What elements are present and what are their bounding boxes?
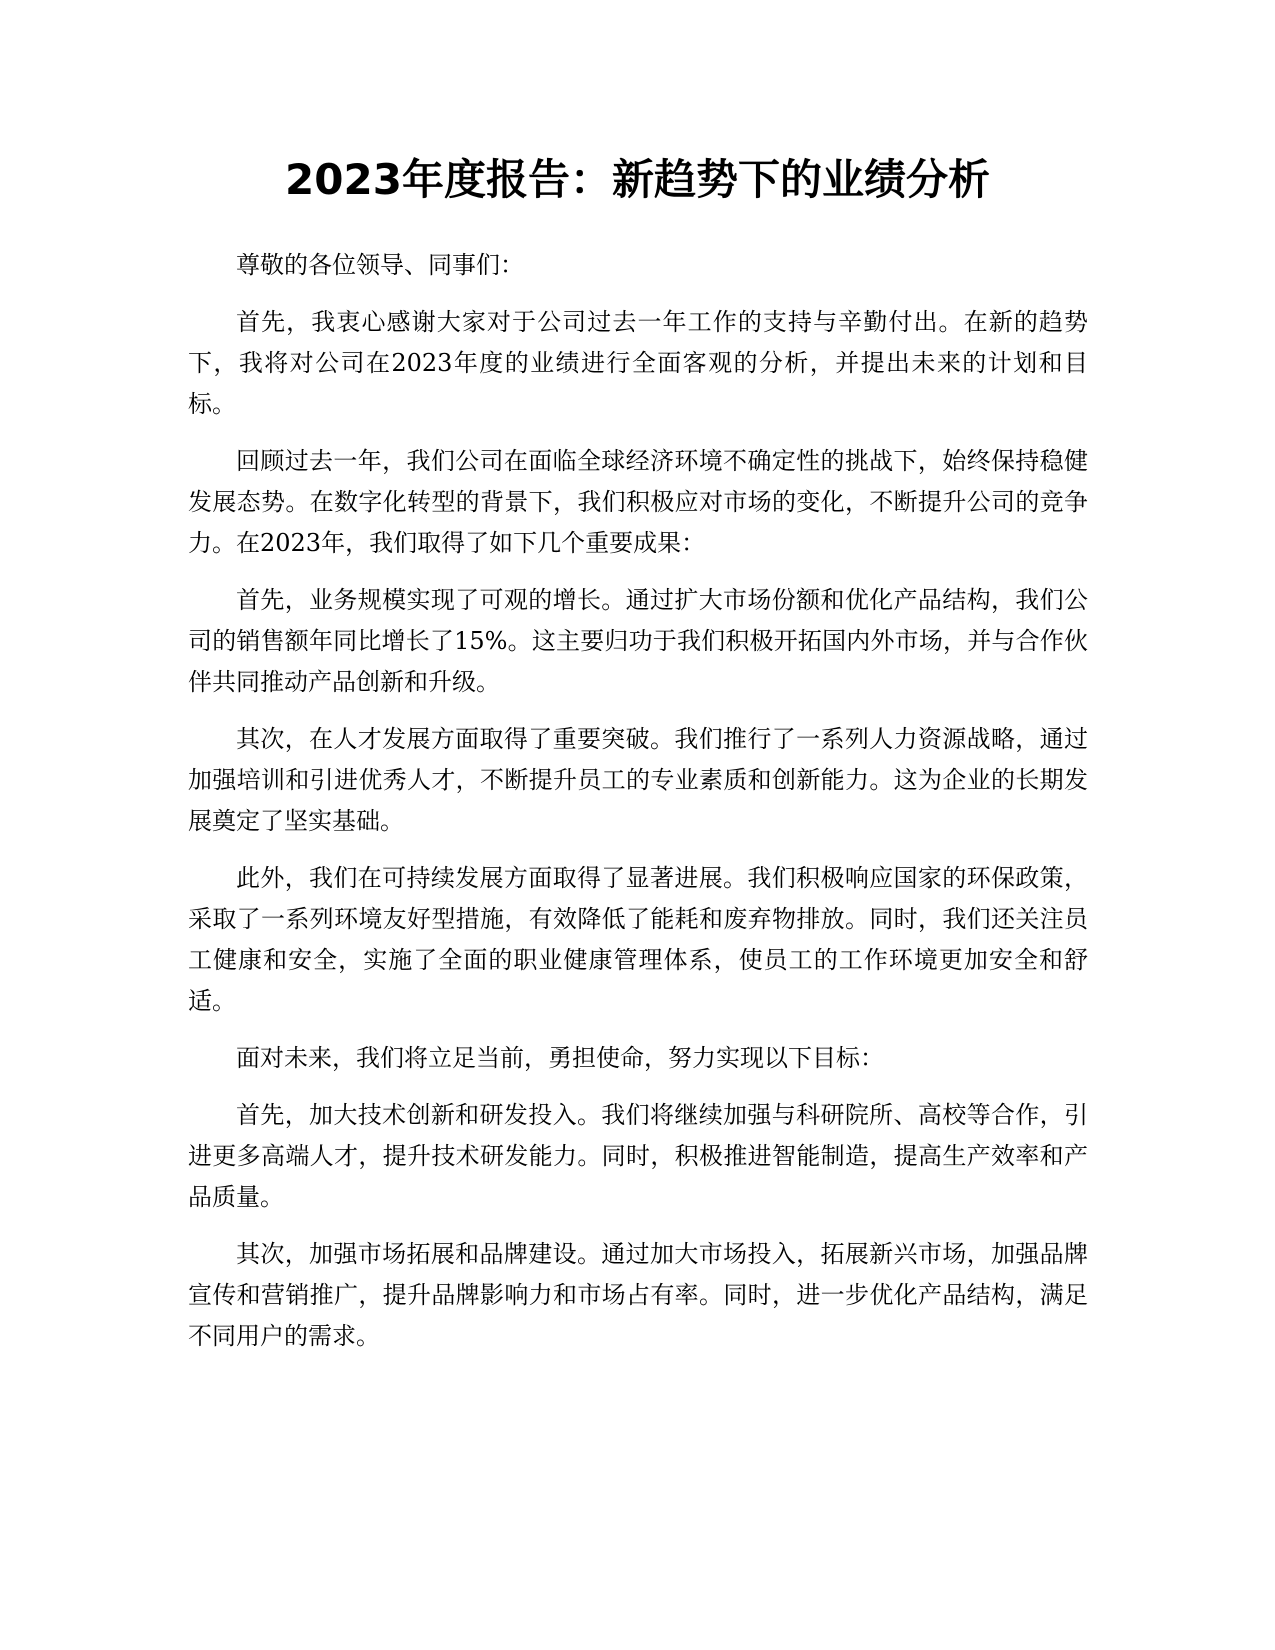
- paragraph-salutation: 尊敬的各位领导、同事们：: [236, 251, 524, 279]
- document-body: [188, 245, 1088, 1373]
- paragraph-goal-innovation: 首先，加大技术创新和研发投入。我们将继续加强与科研院所、高校等合作，引进更多高端人才，提升技术研发能力。同时，积极推进智能制造，提高生产效率和产品质量。: [188, 1101, 1088, 1211]
- paragraph-review: 回顾过去一年，我们公司在面临全球经济环境不确定性的挑战下，始终保持稳健发展态势。在数字化转型的背景下，我们积极应对市场的变化，不断提升公司的竞争力。在2023年，我们取得了如下几个重要成果：: [188, 447, 1088, 557]
- paragraph-achievement-talent: 其次，在人才发展方面取得了重要突破。我们推行了一系列人力资源战略，通过加强培训和引进优秀人才，不断提升员工的专业素质和创新能力。这为企业的长期发展奠定了坚实基础。: [188, 725, 1088, 835]
- document-title: 2023年度报告：新趋势下的业绩分析: [285, 155, 990, 204]
- paragraph-achievement-sustainability: 此外，我们在可持续发展方面取得了显著进展。我们积极响应国家的环保政策，采取了一系列环境友好型措施，有效降低了能耗和废弃物排放。同时，我们还关注员工健康和安全，实施了全面的职业健康管理体系，使员工的工作环境更加安全和舒适。: [188, 864, 1088, 1015]
- paragraph-future: 面对未来，我们将立足当前，勇担使命，努力实现以下目标：: [236, 1044, 884, 1072]
- paragraph-intro: 首先，我衷心感谢大家对于公司过去一年工作的支持与辛勤付出。在新的趋势下，我将对公司在2023年度的业绩进行全面客观的分析，并提出未来的计划和目标。: [188, 308, 1088, 418]
- paragraph-achievement-growth: 首先，业务规模实现了可观的增长。通过扩大市场份额和优化产品结构，我们公司的销售额年同比增长了15%。这主要归功于我们积极开拓国内外市场，并与合作伙伴共同推动产品创新和升级。: [188, 586, 1088, 696]
- paragraph-goal-market: 其次，加强市场拓展和品牌建设。通过加大市场投入，拓展新兴市场，加强品牌宣传和营销推广，提升品牌影响力和市场占有率。同时，进一步优化产品结构，满足不同用户的需求。: [188, 1240, 1088, 1350]
